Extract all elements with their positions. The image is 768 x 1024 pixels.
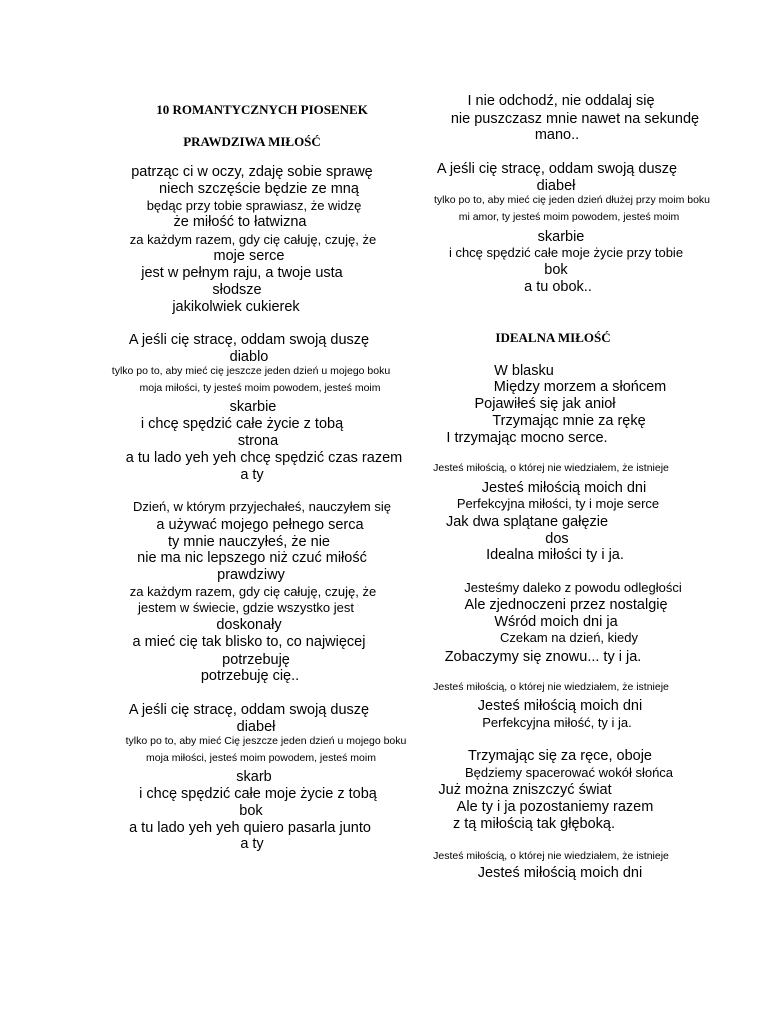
lyric-line: niech szczęście będzie ze mną xyxy=(159,181,359,197)
lyric-line: Jesteś miłością moich dni xyxy=(477,865,643,881)
lyric-line: Już można zniszczyć świat xyxy=(438,782,612,798)
lyric-line: tylko po to, aby mieć Cię jeszcze jeden dzień u mojego boku xyxy=(125,735,407,747)
lyric-line: Jesteś miłością moich dni xyxy=(481,480,647,496)
lyric-line: ty mnie nauczyłeś, że nie xyxy=(168,534,330,550)
lyric-line: Idealna miłości ty i ja. xyxy=(486,547,624,563)
lyric-line: mi amor, ty jesteś moim powodem, jesteś moim xyxy=(458,211,680,223)
lyric-line: moja miłości, ty jesteś moim powodem, jesteś moim xyxy=(139,382,381,394)
lyric-line: Trzymając mnie za rękę xyxy=(492,413,646,429)
lyric-line: tylko po to, aby mieć cię jeden dzień dłużej przy moim boku xyxy=(433,194,711,206)
lyric-line: a tu lado yeh yeh chcę spędzić czas razem xyxy=(125,450,403,466)
lyric-line: patrząc ci w oczy, zdaję sobie sprawę xyxy=(131,164,373,180)
lyric-line: Jesteś miłością, o której nie wiedziałem, że istnieje xyxy=(433,462,669,474)
lyric-line: Będziemy spacerować wokół słońca xyxy=(464,765,674,780)
lyric-line: bok xyxy=(544,262,568,278)
lyric-line: jestem w świecie, gdzie wszystko jest xyxy=(137,600,355,615)
lyric-line: jest w pełnym raju, a twoje usta xyxy=(141,265,343,281)
lyric-line: I nie odchodź, nie oddalaj się xyxy=(467,93,655,109)
lyric-line: Czekam na dzień, kiedy xyxy=(499,630,639,645)
lyric-line: A jeśli cię stracę, oddam swoją duszę xyxy=(128,332,370,348)
lyric-line: Jak dwa splątane gałęzie xyxy=(445,514,609,530)
lyric-line: Jesteś miłością moich dni xyxy=(477,698,643,714)
lyric-line: a tu lado yeh yeh quiero pasarla junto xyxy=(129,820,371,836)
lyric-line: diabeł xyxy=(236,719,276,735)
lyric-line: za każdym razem, gdy cię całuję, czuję, że xyxy=(129,232,377,247)
lyric-line: potrzebuję cię.. xyxy=(200,668,300,684)
lyric-line: prawdziwy xyxy=(217,567,285,583)
lyric-line: słodsze xyxy=(212,282,262,298)
lyric-line: a ty xyxy=(240,467,264,483)
lyric-line: Trzymając się za ręce, oboje xyxy=(467,748,653,764)
lyric-line: moja miłości, jesteś moim powodem, jesteś moim xyxy=(146,752,376,764)
lyric-line: W blasku xyxy=(494,363,554,379)
lyric-line: Wśród moich dni ja xyxy=(494,614,618,630)
lyric-line: a tu obok.. xyxy=(524,279,592,295)
lyric-line: za każdym razem, gdy cię całuję, czuję, że xyxy=(129,584,377,599)
lyric-line: jakikolwiek cukierek xyxy=(172,299,300,315)
song-title: PRAWDZIWA MIŁOŚĆ xyxy=(183,134,321,149)
lyric-line: i chcę spędzić całe moje życie z tobą xyxy=(139,786,377,802)
lyric-line: skarbie xyxy=(229,399,277,415)
lyric-line: a ty xyxy=(240,836,264,852)
lyric-line: mano.. xyxy=(534,127,580,143)
lyric-line: A jeśli cię stracę, oddam swoją duszę xyxy=(128,702,370,718)
lyric-line: I trzymając mocno serce. xyxy=(446,430,608,446)
lyric-line: tylko po to, aby mieć cię jeszcze jeden dzień u mojego boku xyxy=(111,365,391,377)
lyric-line: Zobaczymy się znowu... ty i ja. xyxy=(444,649,642,665)
lyric-line: z tą miłością tak głęboką. xyxy=(453,816,615,832)
lyric-line: i chcę spędzić całe moje życie przy tobie xyxy=(448,245,684,260)
lyric-line: diablo xyxy=(229,349,269,365)
lyric-line: strona xyxy=(237,433,279,449)
lyric-line: i chcę spędzić całe życie z tobą xyxy=(140,416,344,432)
lyric-line: Jesteś miłością, o której nie wiedziałem, że istnieje xyxy=(433,850,669,862)
lyric-line: że miłość to łatwizna xyxy=(173,214,307,230)
lyric-line: dos xyxy=(545,531,569,547)
lyric-line: będąc przy tobie sprawiasz, że widzę xyxy=(146,198,362,213)
lyric-line: nie ma nic lepszego niż czuć miłość xyxy=(137,550,367,566)
lyric-line: Perfekcyjna miłość, ty i ja. xyxy=(482,715,632,730)
lyric-line: a mieć cię tak blisko to, co najwięcej xyxy=(132,634,366,650)
lyric-line: Ale zjednoczeni przez nostalgię xyxy=(464,597,668,613)
lyric-line: nie puszczasz mnie nawet na sekundę xyxy=(450,111,700,127)
lyric-line: potrzebuję xyxy=(222,652,290,668)
lyric-line: Jesteśmy daleko z powodu odległości xyxy=(464,580,682,595)
lyric-line: Perfekcyjna miłości, ty i moje serce xyxy=(456,496,660,511)
lyric-line: bok xyxy=(239,803,263,819)
lyric-line: Między morzem a słońcem xyxy=(493,379,667,395)
lyric-line: a używać mojego pełnego serca xyxy=(156,517,364,533)
lyric-line: moje serce xyxy=(213,248,285,264)
song-title: IDEALNA MIŁOŚĆ xyxy=(495,330,611,345)
lyric-line: Jesteś miłością, o której nie wiedziałem, że istnieje xyxy=(433,681,669,693)
lyric-line: skarbie xyxy=(537,229,585,245)
lyric-line: skarb xyxy=(236,769,272,785)
lyric-line: Dzień, w którym przyjechałeś, nauczyłem się xyxy=(133,499,391,514)
document-title: 10 ROMANTYCZNYCH PIOSENEK xyxy=(156,102,368,117)
lyric-line: Pojawiłeś się jak anioł xyxy=(474,396,616,412)
lyric-line: A jeśli cię stracę, oddam swoją duszę xyxy=(436,161,678,177)
lyric-line: diabeł xyxy=(536,178,576,194)
lyric-line: doskonały xyxy=(216,617,282,633)
lyric-line: Ale ty i ja pozostaniemy razem xyxy=(456,799,654,815)
